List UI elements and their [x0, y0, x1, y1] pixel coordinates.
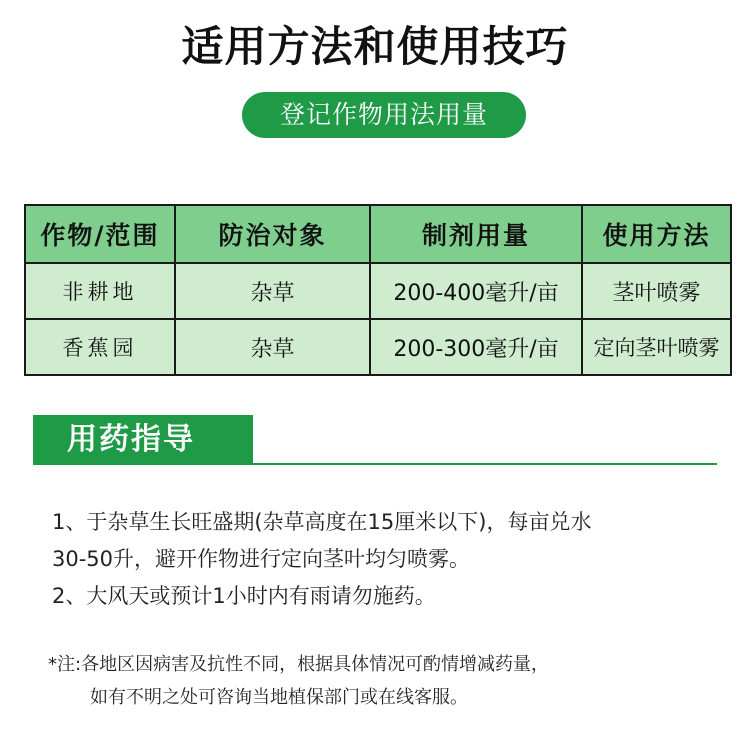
guidance-line: 2、大风天或预计1小时内有雨请勿施药。	[52, 584, 436, 608]
table-row	[25, 263, 731, 319]
usage-dosage-pill: 登记作物用法用量	[242, 92, 526, 138]
cell-crop: 香蕉园	[25, 319, 175, 375]
table-header-row	[25, 205, 731, 263]
note-line: *注:各地区因病害及抗性不同，根据具体情况可酌情增减药量，	[48, 654, 550, 675]
cell-dosage: 200-400毫升/亩	[370, 263, 582, 319]
header-dosage: 制剂用量	[370, 205, 582, 263]
cell-target: 杂草	[175, 319, 370, 375]
header-target: 防治对象	[175, 205, 370, 263]
note-text	[48, 648, 738, 714]
page-title: 适用方法和使用技巧	[181, 22, 569, 71]
guidance-line: 1、于杂草生长旺盛期(杂草高度在15厘米以下)，每亩兑水	[52, 510, 592, 534]
guidance-text	[52, 504, 732, 615]
header-method: 使用方法	[582, 205, 731, 263]
section-divider	[253, 463, 717, 465]
header-crop: 作物/范围	[25, 205, 175, 263]
dosage-table	[24, 204, 732, 376]
cell-method: 定向茎叶喷雾	[582, 319, 731, 375]
table-row	[25, 319, 731, 375]
note-line: 如有不明之处可咨询当地植保部门或在线客服。	[90, 687, 468, 708]
guidance-section-tag: 用药指导	[33, 415, 253, 465]
guidance-line: 30-50升，避开作物进行定向茎叶均匀喷雾。	[52, 547, 471, 571]
cell-target: 杂草	[175, 263, 370, 319]
cell-method: 茎叶喷雾	[582, 263, 731, 319]
cell-crop: 非耕地	[25, 263, 175, 319]
cell-dosage: 200-300毫升/亩	[370, 319, 582, 375]
